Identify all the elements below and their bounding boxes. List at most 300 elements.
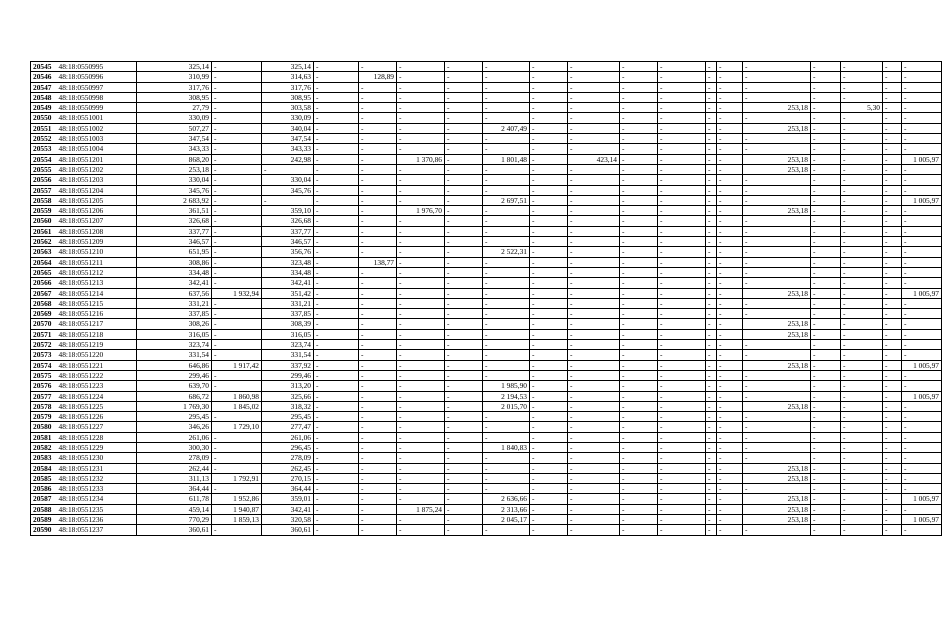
value-cell: - bbox=[841, 504, 883, 514]
value-cell: - bbox=[568, 185, 620, 195]
value-cell: - bbox=[212, 484, 262, 494]
table-row bbox=[31, 175, 942, 185]
value-cell: - bbox=[530, 309, 568, 319]
value-cell: - bbox=[568, 504, 620, 514]
value-cell: 360,61 bbox=[137, 525, 212, 535]
value-cell: - bbox=[530, 473, 568, 483]
value-cell: - bbox=[212, 350, 262, 360]
value-cell: 325,14 bbox=[262, 62, 314, 72]
value-cell: - bbox=[620, 247, 658, 257]
value-cell: - bbox=[212, 278, 262, 288]
value-cell: - bbox=[314, 453, 359, 463]
value-cell: - bbox=[706, 473, 717, 483]
value-cell: - bbox=[530, 72, 568, 82]
value-cell: - bbox=[530, 237, 568, 247]
value-cell: - bbox=[706, 453, 717, 463]
value-cell: 253,18 bbox=[743, 473, 811, 483]
value-cell: - bbox=[445, 237, 483, 247]
value-cell: - bbox=[212, 463, 262, 473]
value-cell: 2 407,49 bbox=[483, 123, 530, 133]
value-cell: - bbox=[811, 391, 841, 401]
value-cell: - bbox=[658, 144, 706, 154]
value-cell: - bbox=[483, 82, 530, 92]
value-cell: - bbox=[811, 267, 841, 277]
value-cell: - bbox=[212, 442, 262, 452]
value-cell: - bbox=[445, 381, 483, 391]
value-cell: - bbox=[212, 62, 262, 72]
value-cell: - bbox=[568, 267, 620, 277]
value-cell: - bbox=[397, 432, 445, 442]
value-cell: - bbox=[658, 113, 706, 123]
value-cell: - bbox=[902, 226, 942, 236]
value-cell: - bbox=[706, 134, 717, 144]
value-cell: - bbox=[445, 309, 483, 319]
value-cell: - bbox=[706, 288, 717, 298]
value-cell: - bbox=[883, 319, 902, 329]
value-cell: - bbox=[483, 422, 530, 432]
cadastral-number-cell: 48:18:0551237 bbox=[59, 525, 137, 535]
value-cell: - bbox=[706, 257, 717, 267]
value-cell: - bbox=[530, 92, 568, 102]
value-cell: - bbox=[883, 164, 902, 174]
value-cell: - bbox=[530, 103, 568, 113]
value-cell: - bbox=[841, 370, 883, 380]
value-cell: - bbox=[902, 144, 942, 154]
table-row bbox=[31, 62, 942, 72]
table-row bbox=[31, 247, 942, 257]
value-cell: - bbox=[883, 195, 902, 205]
value-cell: - bbox=[811, 515, 841, 525]
value-cell: - bbox=[314, 401, 359, 411]
value-cell: - bbox=[314, 185, 359, 195]
value-cell: - bbox=[658, 216, 706, 226]
value-cell: - bbox=[658, 134, 706, 144]
table-row bbox=[31, 154, 942, 164]
value-cell: - bbox=[397, 453, 445, 463]
value-cell: - bbox=[483, 340, 530, 350]
value-cell: - bbox=[902, 247, 942, 257]
cadastral-number-cell: 48:18:0551212 bbox=[59, 267, 137, 277]
value-cell: - bbox=[359, 381, 397, 391]
value-cell: 347,54 bbox=[137, 134, 212, 144]
value-cell: - bbox=[717, 92, 743, 102]
value-cell: - bbox=[883, 82, 902, 92]
row-id-cell: 20564 bbox=[31, 257, 59, 267]
value-cell: 325,14 bbox=[137, 62, 212, 72]
value-cell: - bbox=[359, 62, 397, 72]
value-cell: - bbox=[483, 267, 530, 277]
value-cell: - bbox=[620, 494, 658, 504]
value-cell: - bbox=[841, 494, 883, 504]
value-cell: - bbox=[841, 381, 883, 391]
value-cell: - bbox=[883, 288, 902, 298]
value-cell: - bbox=[706, 360, 717, 370]
value-cell: - bbox=[883, 144, 902, 154]
value-cell: 261,06 bbox=[137, 432, 212, 442]
value-cell: - bbox=[717, 422, 743, 432]
value-cell: 330,04 bbox=[137, 175, 212, 185]
value-cell: - bbox=[811, 62, 841, 72]
value-cell: - bbox=[706, 195, 717, 205]
value-cell: 2 194,53 bbox=[483, 391, 530, 401]
value-cell: - bbox=[706, 463, 717, 473]
value-cell: - bbox=[620, 515, 658, 525]
value-cell: - bbox=[658, 370, 706, 380]
value-cell: - bbox=[811, 226, 841, 236]
value-cell: - bbox=[314, 195, 359, 205]
value-cell: - bbox=[483, 370, 530, 380]
value-cell: - bbox=[445, 494, 483, 504]
value-cell: - bbox=[717, 298, 743, 308]
value-cell: - bbox=[717, 247, 743, 257]
value-cell: - bbox=[706, 92, 717, 102]
value-cell: 507,27 bbox=[137, 123, 212, 133]
value-cell: - bbox=[658, 329, 706, 339]
value-cell: - bbox=[314, 412, 359, 422]
value-cell: - bbox=[658, 237, 706, 247]
value-cell: - bbox=[902, 432, 942, 442]
value-cell: - bbox=[359, 515, 397, 525]
value-cell: - bbox=[811, 381, 841, 391]
value-cell: - bbox=[811, 484, 841, 494]
value-cell: - bbox=[883, 432, 902, 442]
table-row bbox=[31, 123, 942, 133]
value-cell: - bbox=[530, 329, 568, 339]
value-cell: - bbox=[706, 298, 717, 308]
value-cell: - bbox=[568, 257, 620, 267]
value-cell: - bbox=[314, 484, 359, 494]
value-cell: 1 769,30 bbox=[137, 401, 212, 411]
value-cell: - bbox=[811, 195, 841, 205]
value-cell: - bbox=[902, 473, 942, 483]
value-cell: - bbox=[717, 473, 743, 483]
value-cell: - bbox=[743, 484, 811, 494]
value-cell: - bbox=[717, 103, 743, 113]
value-cell: - bbox=[743, 237, 811, 247]
value-cell: - bbox=[530, 319, 568, 329]
value-cell: - bbox=[902, 319, 942, 329]
value-cell: - bbox=[359, 422, 397, 432]
value-cell: - bbox=[706, 72, 717, 82]
value-cell: 311,13 bbox=[137, 473, 212, 483]
value-cell: - bbox=[620, 216, 658, 226]
value-cell: - bbox=[568, 175, 620, 185]
cadastral-number-cell: 48:18:0550995 bbox=[59, 62, 137, 72]
value-cell: - bbox=[530, 391, 568, 401]
value-cell: - bbox=[620, 412, 658, 422]
value-cell: 346,57 bbox=[137, 237, 212, 247]
value-cell: - bbox=[483, 412, 530, 422]
table-row bbox=[31, 463, 942, 473]
value-cell: - bbox=[445, 422, 483, 432]
table-row bbox=[31, 453, 942, 463]
cadastral-number-cell: 48:18:0550998 bbox=[59, 92, 137, 102]
value-cell: - bbox=[530, 504, 568, 514]
value-cell: 342,41 bbox=[262, 504, 314, 514]
table-row bbox=[31, 92, 942, 102]
value-cell: - bbox=[483, 525, 530, 535]
value-cell: - bbox=[212, 267, 262, 277]
value-cell: - bbox=[314, 329, 359, 339]
value-cell: - bbox=[706, 216, 717, 226]
value-cell: - bbox=[717, 360, 743, 370]
value-cell: - bbox=[314, 473, 359, 483]
value-cell: - bbox=[314, 103, 359, 113]
value-cell: - bbox=[811, 164, 841, 174]
table-row bbox=[31, 82, 942, 92]
value-cell: - bbox=[212, 247, 262, 257]
value-cell: - bbox=[811, 113, 841, 123]
value-cell: - bbox=[841, 288, 883, 298]
cadastral-number-cell: 48:18:0551218 bbox=[59, 329, 137, 339]
value-cell: 278,09 bbox=[137, 453, 212, 463]
value-cell: - bbox=[811, 257, 841, 267]
value-cell: - bbox=[717, 494, 743, 504]
value-cell: 1 859,13 bbox=[212, 515, 262, 525]
value-cell: - bbox=[902, 82, 942, 92]
value-cell: - bbox=[620, 453, 658, 463]
value-cell: - bbox=[359, 267, 397, 277]
value-cell: - bbox=[483, 484, 530, 494]
value-cell: - bbox=[902, 134, 942, 144]
value-cell: - bbox=[483, 473, 530, 483]
value-cell: - bbox=[359, 206, 397, 216]
value-cell: - bbox=[212, 72, 262, 82]
value-cell: 253,18 bbox=[743, 288, 811, 298]
value-cell: - bbox=[811, 175, 841, 185]
value-cell: 351,42 bbox=[262, 288, 314, 298]
value-cell: - bbox=[397, 226, 445, 236]
value-cell: - bbox=[359, 82, 397, 92]
value-cell: - bbox=[314, 154, 359, 164]
value-cell: - bbox=[743, 391, 811, 401]
row-id-cell: 20558 bbox=[31, 195, 59, 205]
value-cell: - bbox=[359, 134, 397, 144]
value-cell: 2 313,66 bbox=[483, 504, 530, 514]
row-id-cell: 20552 bbox=[31, 134, 59, 144]
value-cell: - bbox=[483, 206, 530, 216]
value-cell: - bbox=[212, 298, 262, 308]
value-cell: - bbox=[717, 350, 743, 360]
value-cell: - bbox=[314, 144, 359, 154]
value-cell: - bbox=[717, 206, 743, 216]
value-cell: - bbox=[841, 473, 883, 483]
value-cell: - bbox=[397, 267, 445, 277]
value-cell: 459,14 bbox=[137, 504, 212, 514]
value-cell: 270,15 bbox=[262, 473, 314, 483]
value-cell: - bbox=[445, 515, 483, 525]
value-cell: - bbox=[359, 164, 397, 174]
row-id-cell: 20576 bbox=[31, 381, 59, 391]
table-row bbox=[31, 226, 942, 236]
value-cell: - bbox=[706, 62, 717, 72]
value-cell: - bbox=[658, 401, 706, 411]
value-cell: - bbox=[530, 247, 568, 257]
value-cell: - bbox=[883, 175, 902, 185]
value-cell: 345,76 bbox=[137, 185, 212, 195]
value-cell: 337,85 bbox=[262, 309, 314, 319]
value-cell: - bbox=[212, 82, 262, 92]
value-cell: - bbox=[620, 154, 658, 164]
value-cell: - bbox=[706, 237, 717, 247]
value-cell: - bbox=[445, 504, 483, 514]
value-cell: - bbox=[212, 237, 262, 247]
value-cell: - bbox=[883, 113, 902, 123]
value-cell: 1 952,86 bbox=[212, 494, 262, 504]
value-cell: 1 005,97 bbox=[902, 288, 942, 298]
value-cell: - bbox=[568, 62, 620, 72]
value-cell: - bbox=[314, 278, 359, 288]
value-cell: - bbox=[397, 484, 445, 494]
value-cell: - bbox=[841, 442, 883, 452]
value-cell: - bbox=[743, 195, 811, 205]
table-row bbox=[31, 350, 942, 360]
table-row bbox=[31, 319, 942, 329]
value-cell: - bbox=[706, 144, 717, 154]
value-cell: - bbox=[902, 350, 942, 360]
value-cell: - bbox=[397, 247, 445, 257]
value-cell: 1 932,94 bbox=[212, 288, 262, 298]
value-cell: 253,18 bbox=[743, 206, 811, 216]
value-cell: - bbox=[568, 144, 620, 154]
value-cell: 359,10 bbox=[262, 206, 314, 216]
row-id-cell: 20545 bbox=[31, 62, 59, 72]
value-cell: - bbox=[620, 82, 658, 92]
value-cell: - bbox=[212, 185, 262, 195]
value-cell: - bbox=[841, 226, 883, 236]
value-cell: - bbox=[902, 72, 942, 82]
row-id-cell: 20586 bbox=[31, 484, 59, 494]
value-cell: - bbox=[568, 422, 620, 432]
value-cell: - bbox=[530, 216, 568, 226]
value-cell: 330,09 bbox=[137, 113, 212, 123]
value-cell: - bbox=[658, 432, 706, 442]
value-cell: - bbox=[658, 123, 706, 133]
value-cell: - bbox=[397, 391, 445, 401]
value-cell: - bbox=[397, 237, 445, 247]
value-cell: 299,46 bbox=[137, 370, 212, 380]
value-cell: 343,33 bbox=[262, 144, 314, 154]
row-id-cell: 20590 bbox=[31, 525, 59, 535]
value-cell: - bbox=[902, 123, 942, 133]
cadastral-number-cell: 48:18:0551233 bbox=[59, 484, 137, 494]
value-cell: - bbox=[212, 329, 262, 339]
value-cell: 1 005,97 bbox=[902, 494, 942, 504]
value-cell: 262,44 bbox=[137, 463, 212, 473]
value-cell: - bbox=[568, 226, 620, 236]
value-cell: - bbox=[483, 257, 530, 267]
value-cell: - bbox=[620, 164, 658, 174]
value-cell: 1 840,83 bbox=[483, 442, 530, 452]
value-cell: 340,04 bbox=[262, 123, 314, 133]
value-cell: - bbox=[658, 185, 706, 195]
value-cell: - bbox=[658, 257, 706, 267]
cadastral-number-cell: 48:18:0551235 bbox=[59, 504, 137, 514]
row-id-cell: 20589 bbox=[31, 515, 59, 525]
cadastral-number-cell: 48:18:0551202 bbox=[59, 164, 137, 174]
value-cell: - bbox=[717, 216, 743, 226]
value-cell: - bbox=[314, 206, 359, 216]
value-cell: 1 845,02 bbox=[212, 401, 262, 411]
value-cell: - bbox=[620, 484, 658, 494]
value-cell: - bbox=[568, 134, 620, 144]
value-cell: 611,78 bbox=[137, 494, 212, 504]
value-cell: - bbox=[397, 62, 445, 72]
value-cell: - bbox=[620, 401, 658, 411]
value-cell: - bbox=[568, 82, 620, 92]
value-cell: - bbox=[841, 216, 883, 226]
value-cell: - bbox=[359, 370, 397, 380]
value-cell: - bbox=[445, 175, 483, 185]
value-cell: - bbox=[212, 525, 262, 535]
value-cell: - bbox=[841, 72, 883, 82]
value-cell: - bbox=[658, 453, 706, 463]
value-cell: - bbox=[568, 216, 620, 226]
value-cell: - bbox=[568, 473, 620, 483]
value-cell: - bbox=[445, 391, 483, 401]
row-id-cell: 20585 bbox=[31, 473, 59, 483]
row-id-cell: 20587 bbox=[31, 494, 59, 504]
value-cell: - bbox=[658, 288, 706, 298]
value-cell: - bbox=[902, 422, 942, 432]
value-cell: - bbox=[811, 298, 841, 308]
value-cell: 1 729,10 bbox=[212, 422, 262, 432]
value-cell: - bbox=[706, 442, 717, 452]
table-row bbox=[31, 391, 942, 401]
value-cell: - bbox=[397, 103, 445, 113]
cadastral-number-cell: 48:18:0550999 bbox=[59, 103, 137, 113]
value-cell: - bbox=[841, 206, 883, 216]
value-cell: - bbox=[314, 257, 359, 267]
value-cell: - bbox=[359, 113, 397, 123]
value-cell: - bbox=[902, 442, 942, 452]
value-cell: - bbox=[445, 442, 483, 452]
value-cell: - bbox=[811, 144, 841, 154]
value-cell: - bbox=[359, 525, 397, 535]
value-cell: - bbox=[445, 164, 483, 174]
row-id-cell: 20551 bbox=[31, 123, 59, 133]
value-cell: - bbox=[658, 154, 706, 164]
value-cell: - bbox=[811, 237, 841, 247]
value-cell: 1 985,90 bbox=[483, 381, 530, 391]
value-cell: - bbox=[706, 319, 717, 329]
row-id-cell: 20550 bbox=[31, 113, 59, 123]
value-cell: - bbox=[359, 237, 397, 247]
cadastral-number-cell: 48:18:0551001 bbox=[59, 113, 137, 123]
cadastral-number-cell: 48:18:0551214 bbox=[59, 288, 137, 298]
value-cell: - bbox=[706, 432, 717, 442]
value-cell: 342,41 bbox=[262, 278, 314, 288]
value-cell: 314,63 bbox=[262, 72, 314, 82]
value-cell: - bbox=[902, 267, 942, 277]
value-cell: - bbox=[445, 412, 483, 422]
value-cell: - bbox=[530, 134, 568, 144]
row-id-cell: 20588 bbox=[31, 504, 59, 514]
value-cell: 342,41 bbox=[137, 278, 212, 288]
value-cell: - bbox=[658, 504, 706, 514]
value-cell: - bbox=[902, 237, 942, 247]
value-cell: - bbox=[743, 257, 811, 267]
value-cell: - bbox=[658, 442, 706, 452]
cadastral-number-cell: 48:18:0551219 bbox=[59, 340, 137, 350]
value-cell: - bbox=[212, 257, 262, 267]
value-cell: - bbox=[483, 226, 530, 236]
row-id-cell: 20548 bbox=[31, 92, 59, 102]
value-cell: - bbox=[883, 473, 902, 483]
value-cell: 651,95 bbox=[137, 247, 212, 257]
value-cell: - bbox=[530, 525, 568, 535]
value-cell: - bbox=[445, 195, 483, 205]
